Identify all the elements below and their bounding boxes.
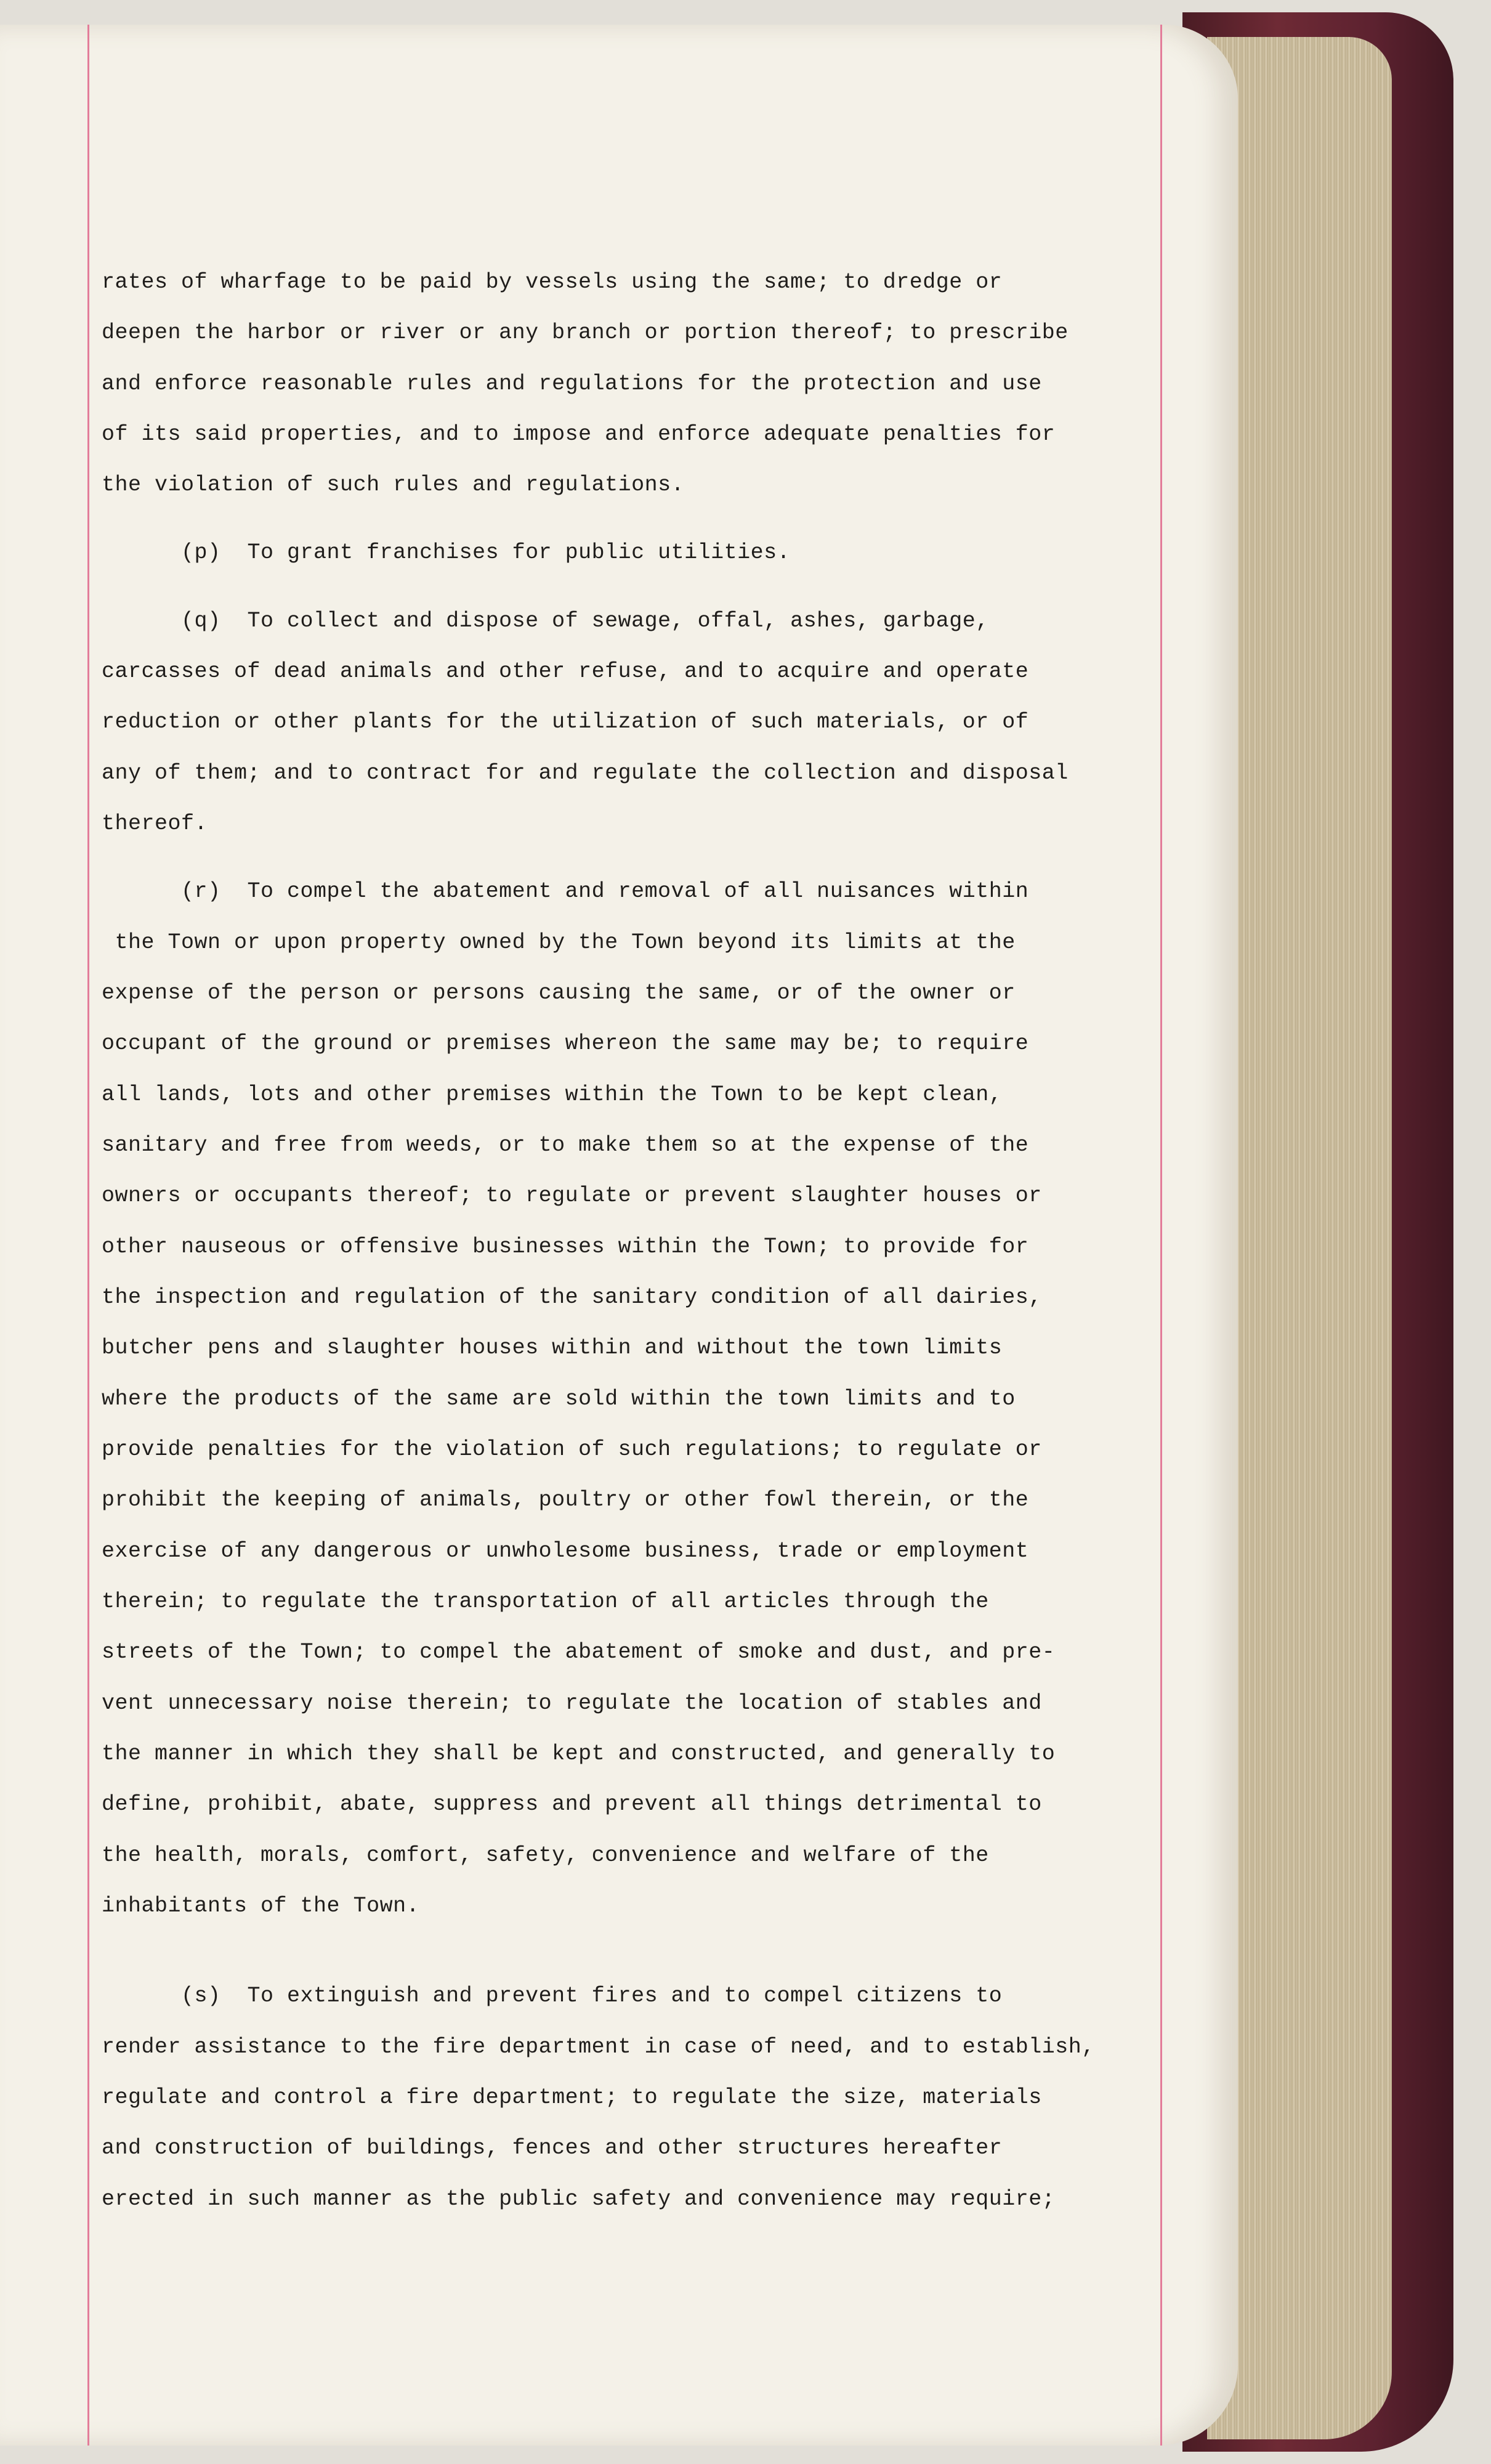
text-line: define, prohibit, abate, suppress and prevent all things detrimental to: [102, 1792, 1042, 1817]
text-line: butcher pens and slaughter houses within and without the town limits: [102, 1335, 1003, 1360]
text-line: reduction or other plants for the utilization of such materials, or of: [102, 710, 1029, 734]
right-margin-rule: [1160, 25, 1162, 2446]
text-line: thereof.: [102, 811, 208, 836]
paragraph-q: (q) To collect and dispose of sewage, offal, ashes, garbage,: [102, 609, 989, 633]
text-line: erected in such manner as the public safety and convenience may require;: [102, 2187, 1056, 2211]
text-line: owners or occupants thereof; to regulate or prevent slaughter houses or: [102, 1183, 1042, 1208]
text-line: vent unnecessary noise therein; to regulate the location of stables and: [102, 1691, 1042, 1716]
document-page: [0, 25, 1238, 2446]
text-line: prohibit the keeping of animals, poultry or other fowl therein, or the: [102, 1488, 1029, 1512]
text-line: the manner in which they shall be kept and constructed, and generally to: [102, 1741, 1056, 1766]
text-line: where the products of the same are sold within the town limits and to: [102, 1387, 1016, 1411]
text-line: provide penalties for the violation of such regulations; to regulate or: [102, 1437, 1042, 1462]
text-line: render assistance to the fire department in case of need, and to establish,: [102, 2035, 1095, 2059]
text-line: and construction of buildings, fences and other structures hereafter: [102, 2136, 1003, 2160]
text-line: inhabitants of the Town.: [102, 1894, 420, 1918]
text-line: deepen the harbor or river or any branch or portion thereof; to prescribe: [102, 320, 1069, 345]
text-line: the inspection and regulation of the sanitary condition of all dairies,: [102, 1285, 1042, 1310]
text-line: streets of the Town; to compel the abatement of smoke and dust, and pre-: [102, 1640, 1056, 1664]
text-line: any of them; and to contract for and regulate the collection and disposal: [102, 761, 1069, 785]
text-line: occupant of the ground or premises whereon the same may be; to require: [102, 1031, 1029, 1056]
text-line: the Town or upon property owned by the Town beyond its limits at the: [102, 930, 1016, 955]
text-line: and enforce reasonable rules and regulations for the protection and use: [102, 371, 1042, 396]
text-line: exercise of any dangerous or unwholesome business, trade or employment: [102, 1539, 1029, 1563]
text-line: of its said properties, and to impose and enforce adequate penalties for: [102, 422, 1056, 447]
text-line: sanitary and free from weeds, or to make them so at the expense of the: [102, 1133, 1029, 1157]
text-line: therein; to regulate the transportation of all articles through the: [102, 1589, 989, 1614]
left-margin-rule: [87, 25, 89, 2446]
text-line: rates of wharfage to be paid by vessels using the same; to dredge or: [102, 270, 1003, 294]
paragraph-p: (p) To grant franchises for public utilities.: [102, 540, 791, 565]
text-line: regulate and control a fire department; to regulate the size, materials: [102, 2085, 1042, 2110]
text-line: expense of the person or persons causing the same, or of the owner or: [102, 981, 1016, 1005]
text-line: carcasses of dead animals and other refuse, and to acquire and operate: [102, 659, 1029, 684]
text-line: other nauseous or offensive businesses within the Town; to provide for: [102, 1234, 1029, 1259]
text-line: all lands, lots and other premises within the Town to be kept clean,: [102, 1082, 1003, 1107]
paragraph-r: (r) To compel the abatement and removal of all nuisances within: [102, 879, 1029, 904]
text-line: the health, morals, comfort, safety, convenience and welfare of the: [102, 1843, 989, 1868]
paragraph-s: (s) To extinguish and prevent fires and to compel citizens to: [102, 1984, 1003, 2008]
text-line: the violation of such rules and regulations.: [102, 472, 685, 497]
